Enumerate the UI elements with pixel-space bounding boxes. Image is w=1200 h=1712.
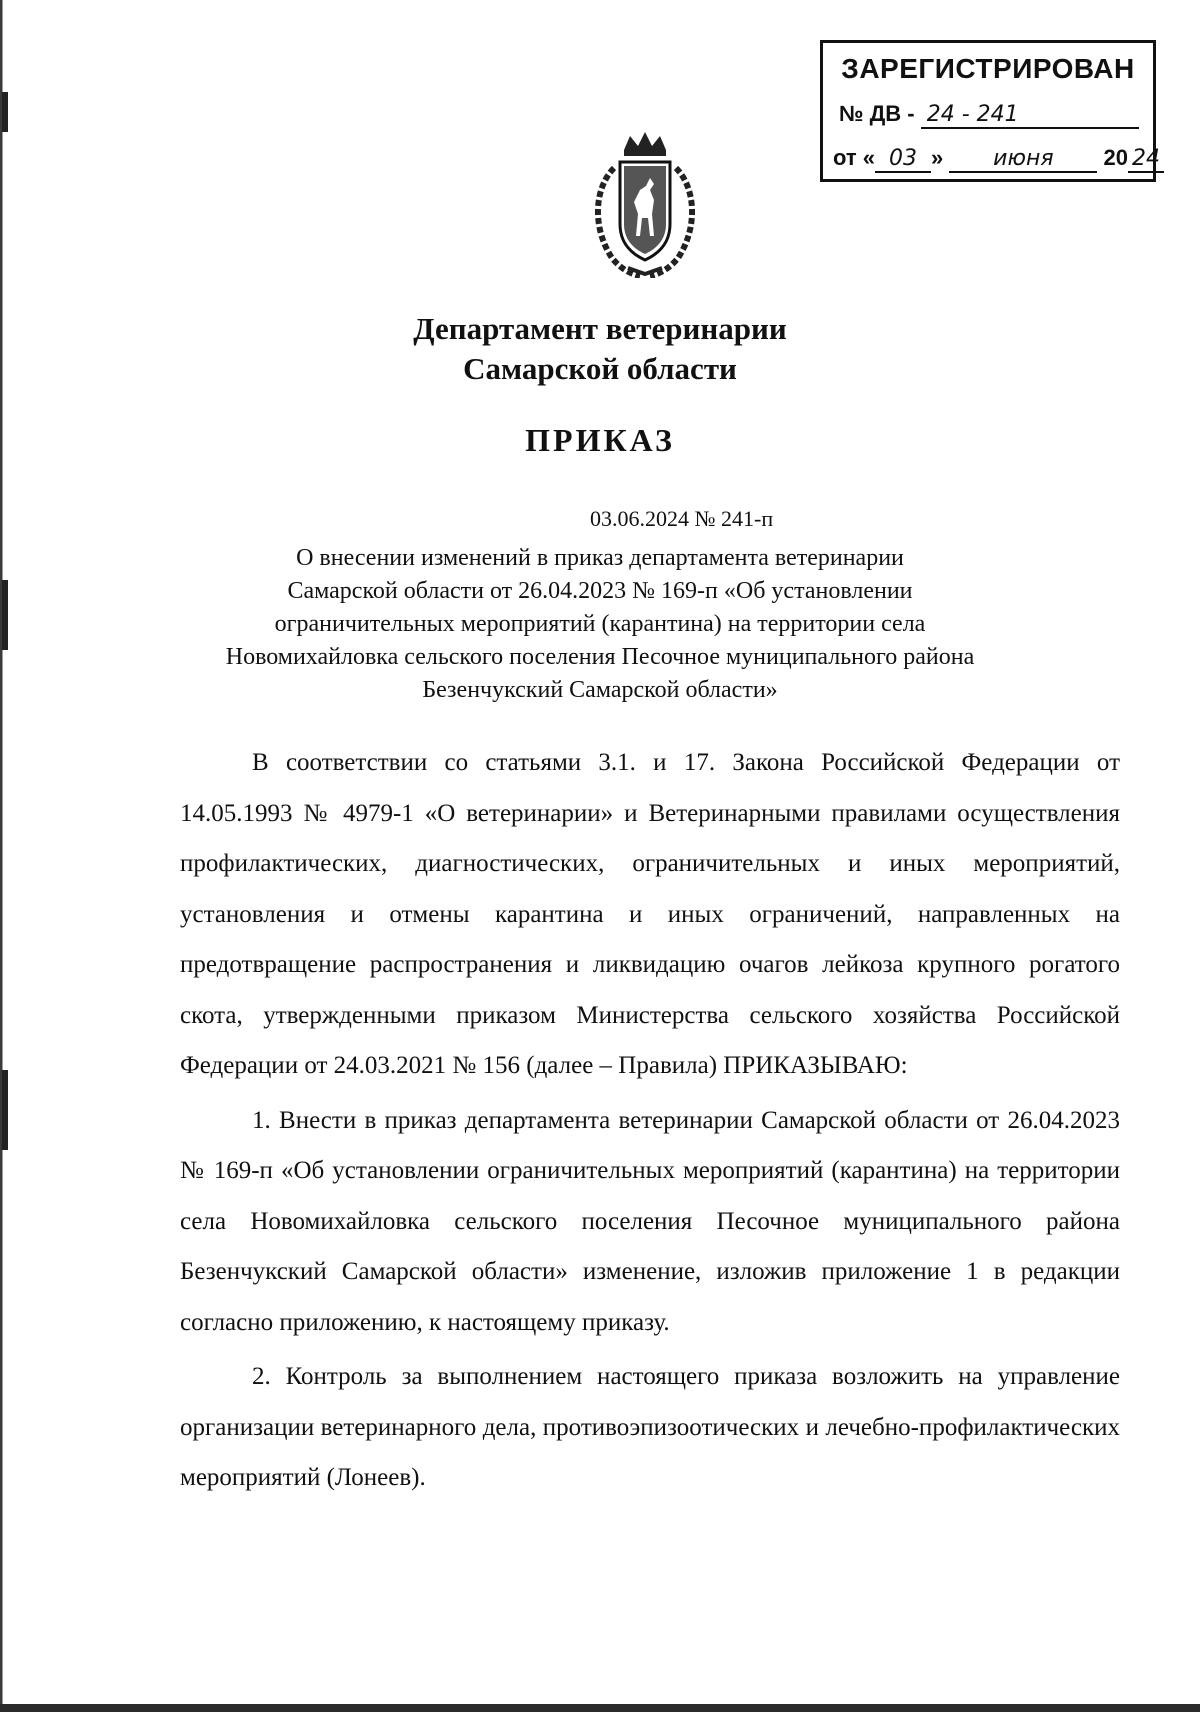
stamp-number-label: № ДВ - [839,101,915,126]
paragraph-item-1: 1. Внести в приказ департамента ветеринарии Самарской области от 26.04.2023 № 169-п «Об установлении ограничительных мероприятий (карантина) на территории села Новомихайловка сельского поселения Песочное муниципального района Безенчукский Самарской области» изменение, изложив приложение 1 в редакции согласно приложению, к настоящему приказу. [180,1106,1120,1336]
stamp-day: 03 [875,147,931,173]
stamp-year-suffix: 24 [1128,147,1164,173]
stamp-date-row [833,145,1164,173]
department-title [0,309,1200,389]
stamp-date-mid: » [931,145,944,170]
paragraph-preamble: В соответствии со статьями 3.1. и 17. Закона Российской Федерации от 14.05.1993 № 4979-1 «О ветеринарии» и Ветеринарными правилами осуществления профилактических, диагностических, ограничительных и иных мероприятий, установления и отмены карантина и иных ограничений, направленных на предотвращение распространения и ликвидацию очагов лейкоза крупного рогатого скота, утвержденными приказом Министерства сельского хозяйства Российской Федерации от 24.03.2021 № 156 (далее – Правила) ПРИКАЗЫВАЮ: [180,749,1120,1079]
order-number: 03.06.2024 № 241-п [590,506,774,531]
paragraph-item-2: 2. Контроль за выполнением настоящего приказа возложить на управление организации ветеринарного дела, противоэпизоотических и лечебно-профилактических мероприятий (Лонеев). [180,1363,1120,1491]
document-type: ПРИКАЗ [525,422,675,458]
stamp-year-prefix: 20 [1103,145,1128,170]
scan-bottom-edge [0,1704,1200,1712]
stamp-date-prefix: от « [833,145,876,170]
subject-line-4: Новомихайловка сельского поселения Песочное муниципального района [225,644,975,670]
order-body [180,738,1120,1504]
samara-coat-of-arms-icon [584,128,706,278]
subject-line-1: О внесении изменений в приказ департамента ветеринарии [296,545,904,571]
subject-line-5: Безенчукский Самарской области» [422,677,778,703]
department-line-1: Департамент ветеринарии [413,311,787,346]
subject-line-2: Самарской области от 26.04.2023 № 169-п «Об установлении [287,578,913,604]
order-subject [150,542,1050,707]
scan-artifact [2,580,8,650]
stamp-number-row [839,101,1139,129]
subject-line-3: ограничительных мероприятий (карантина) на территории села [274,611,926,637]
stamp-title: ЗАРЕГИСТРИРОВАН [841,53,1135,84]
registration-stamp [820,40,1160,182]
stamp-month: июня [949,147,1097,173]
scan-artifact [2,1070,8,1150]
department-line-2: Самарской области [463,351,737,386]
scan-left-edge [0,0,10,1712]
stamp-number-value: 24 - 241 [921,103,1139,129]
scan-artifact [2,92,8,132]
